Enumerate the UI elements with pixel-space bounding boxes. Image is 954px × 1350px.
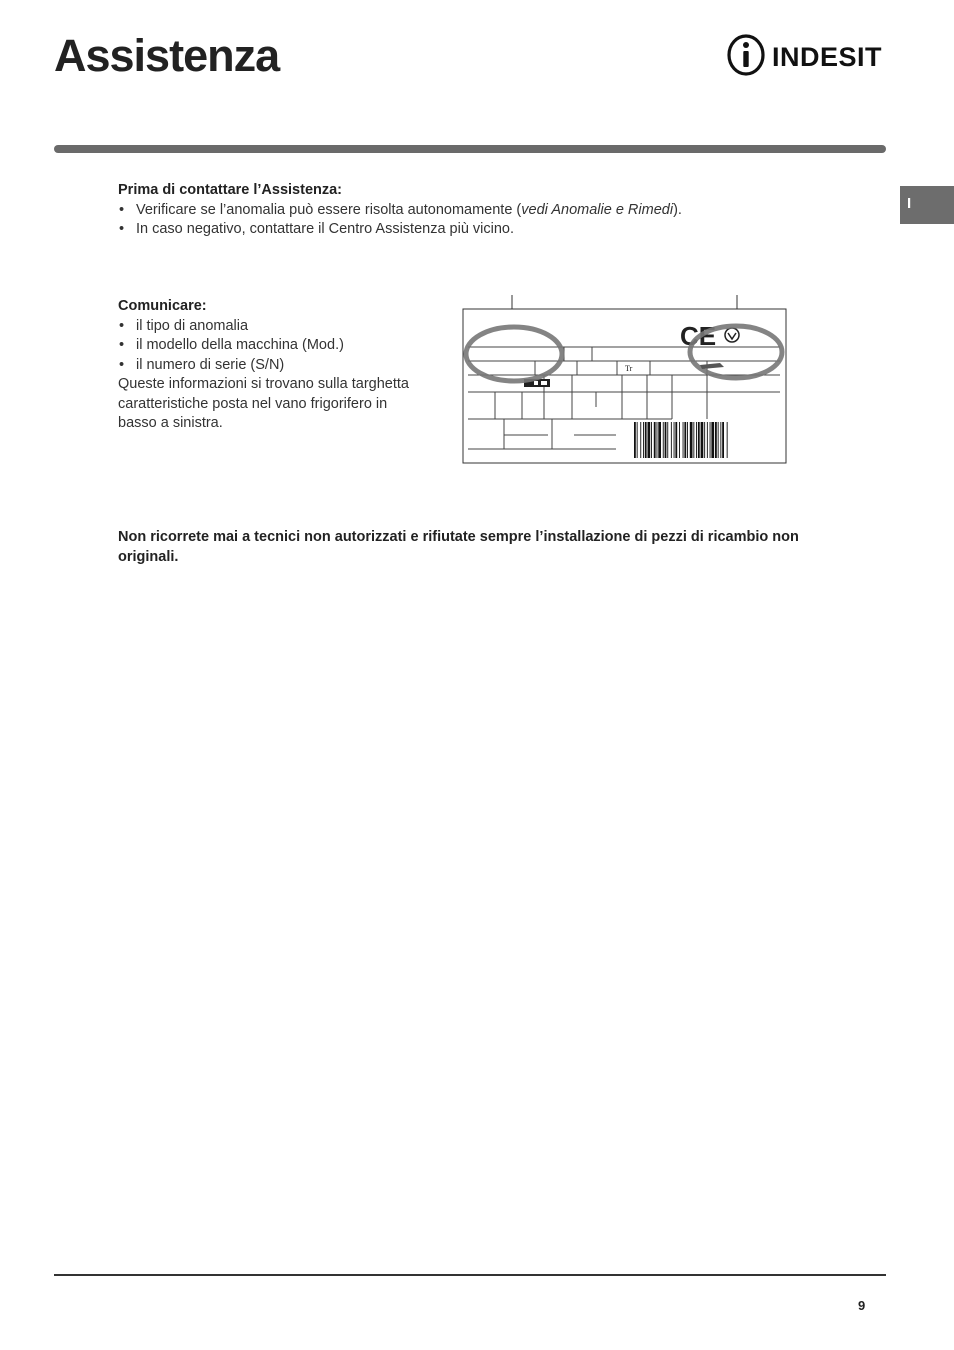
communicate-list	[118, 317, 418, 376]
before-contact-list	[118, 201, 682, 240]
before-contact-section	[118, 181, 682, 240]
list-item: • il modello della macchina (Mod.)	[118, 336, 418, 356]
page-number: 9	[858, 1298, 866, 1313]
communicate-heading: Comunicare:	[118, 298, 207, 314]
communicate-section	[118, 297, 418, 434]
page-title: Assistenza	[54, 30, 280, 81]
rating-plate-diagram	[462, 295, 792, 467]
top-rule	[54, 145, 886, 153]
brand-wordmark: INDESIT	[772, 42, 883, 72]
list-item: • il tipo di anomalia	[118, 317, 418, 337]
language-tab-label: I	[907, 195, 912, 212]
ce-mark-icon: CE	[680, 321, 717, 351]
bottom-rule	[54, 1274, 886, 1276]
indesit-logo	[726, 34, 886, 76]
before-contact-heading: Prima di contattare l’Assistenza:	[118, 182, 343, 198]
list-item: • il numero di serie (S/N)	[118, 356, 418, 376]
list-item: • In caso negativo, contattare il Centro Assistenza più vicino.	[118, 220, 682, 240]
plate-location-text: Queste informazioni si trovano sulla targhetta caratteristiche posta nel vano frigorifero in basso a sinistra.	[118, 376, 409, 431]
plate-symbol: Tr	[625, 364, 633, 373]
unauthorized-technicians-warning: Non ricorrete mai a tecnici non autorizzati e rifiutate sempre l’installazione di pezzi di ricambio non originali.	[118, 529, 799, 565]
cross-reference: vedi Anomalie e Rimedi	[521, 201, 674, 218]
list-item: • Verificare se l’anomalia può essere risolta autonomamente (vedi Anomalie e Rimedi).	[118, 201, 682, 221]
language-tab	[900, 186, 954, 224]
